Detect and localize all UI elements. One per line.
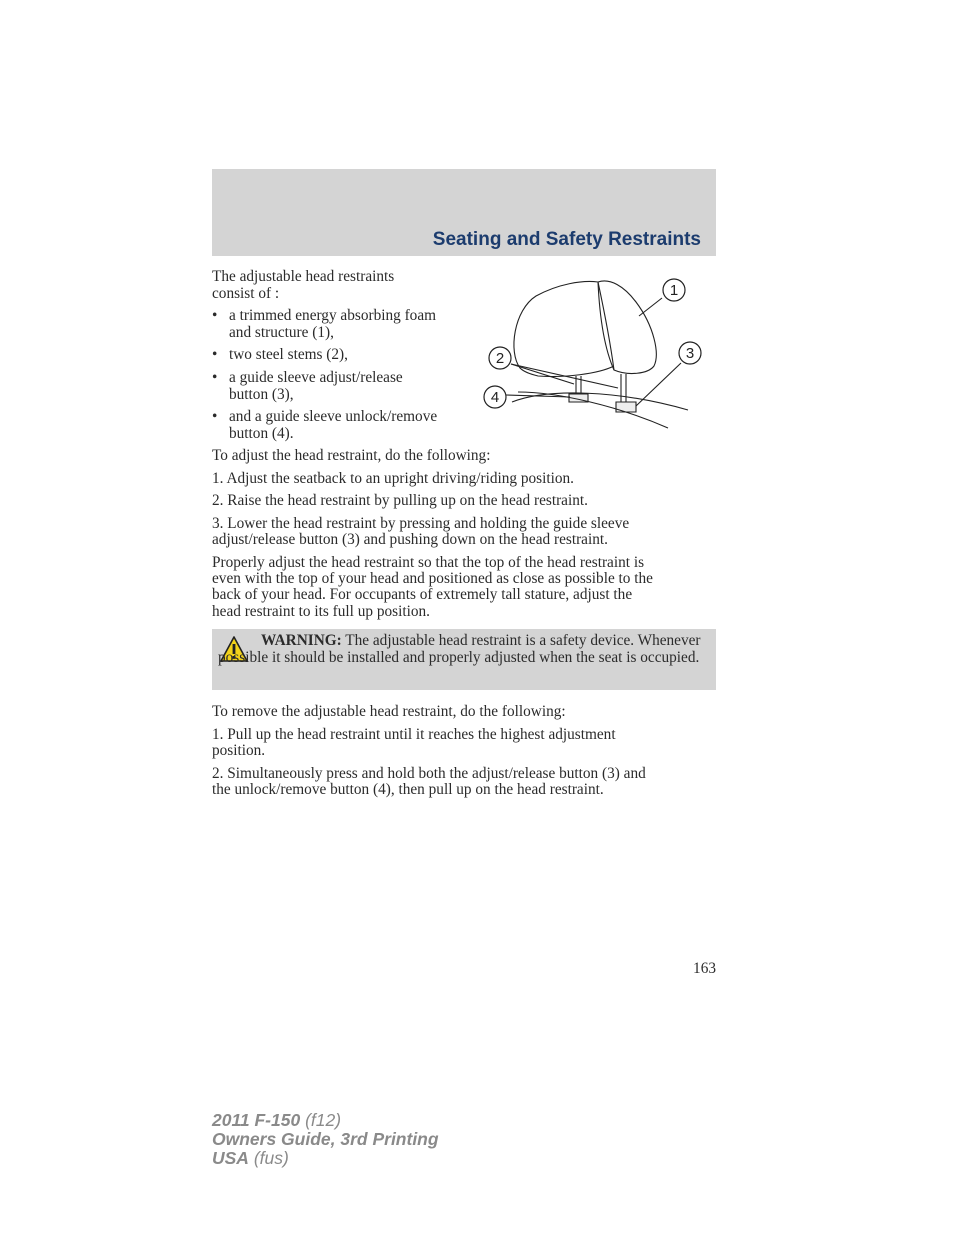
warning-text (218, 633, 708, 666)
intro-line-2: consist of : (212, 285, 280, 302)
footer-region: USA (212, 1148, 249, 1168)
list-item (212, 347, 472, 364)
remove-step-2-line-1: 2. Simultaneously press and hold both the adjust/release button (3) and (212, 765, 646, 782)
list-item-line-1: and a guide sleeve unlock/remove (229, 408, 438, 425)
head-restraint-illustration (478, 270, 716, 430)
footer-line-3 (212, 1149, 439, 1168)
proper-adjust-line-4: head restraint to its full up position. (212, 603, 430, 620)
leader-1 (639, 298, 662, 316)
leader-2b (511, 364, 618, 388)
page-number: 163 (693, 960, 716, 977)
list-item-line-1: a trimmed energy absorbing foam (229, 307, 437, 324)
remove-intro: To remove the adjustable head restraint, do the following: (212, 703, 566, 720)
bullet-icon: • (212, 307, 218, 324)
list-item-line-1: two steel stems (2), (229, 346, 348, 363)
footer-guide: Owners Guide, 3rd Printing (212, 1129, 439, 1149)
list-item-line-2: and structure (1), (229, 323, 334, 341)
section-header-band (212, 169, 716, 256)
warning-body: The adjustable head restraint is a safety device. Whenever possible it should be installed and properly adjusted when the seat is occupied. (218, 632, 701, 666)
footer-line-1 (212, 1111, 439, 1130)
list-item-line-2: button (3), (229, 385, 294, 403)
warning-label: WARNING: (261, 632, 342, 649)
proper-adjust-line-2: even with the top of your head and positioned as close as possible to the (212, 570, 653, 587)
adjust-step-1: 1. Adjust the seatback to an upright driving/riding position. (212, 470, 574, 487)
remove-step-1-line-1: 1. Pull up the head restraint until it reaches the highest adjustment (212, 726, 616, 743)
list-item (212, 308, 472, 341)
section-title: Seating and Safety Restraints (432, 229, 701, 250)
remove-step-2-line-2: the unlock/remove button (4), then pull up on the head restraint. (212, 781, 604, 798)
adjust-step-2: 2. Raise the head restraint by pulling up on the head restraint. (212, 492, 588, 509)
leader-2a (511, 364, 574, 384)
proper-adjust-line-1: Properly adjust the head restraint so that the top of the head restraint is (212, 554, 645, 571)
intro-line-1: The adjustable head restraints (212, 268, 395, 285)
list-item-line-2: button (4). (229, 424, 294, 442)
callout-label-3: 3 (685, 345, 695, 362)
bullet-icon: • (212, 408, 218, 425)
footer-model-code: (f12) (300, 1110, 342, 1130)
adjust-intro: To adjust the head restraint, do the following: (212, 447, 491, 464)
footer-region-code: (fus) (248, 1148, 289, 1168)
bullet-icon: • (212, 369, 218, 386)
bullet-icon: • (212, 346, 218, 363)
callout-label-1: 1 (669, 282, 679, 299)
warning-box (212, 629, 716, 690)
callout-label-2: 2 (495, 350, 505, 367)
adjust-step-3-line-1: 3. Lower the head restraint by pressing and holding the guide sleeve (212, 515, 630, 532)
proper-adjust-line-3: back of your head. For occupants of extremely tall stature, adjust the (212, 586, 633, 603)
list-item (212, 409, 472, 442)
list-item-line-1: a guide sleeve adjust/release (229, 369, 403, 386)
footer-model: 2011 F-150 (212, 1110, 301, 1130)
adjust-step-3-line-2: adjust/release button (3) and pushing down on the head restraint. (212, 531, 608, 548)
list-item (212, 370, 472, 403)
guide-sleeve-right (616, 402, 636, 412)
callout-label-4: 4 (490, 389, 500, 406)
remove-step-1-line-2: position. (212, 742, 266, 759)
document-footer (212, 1111, 439, 1168)
